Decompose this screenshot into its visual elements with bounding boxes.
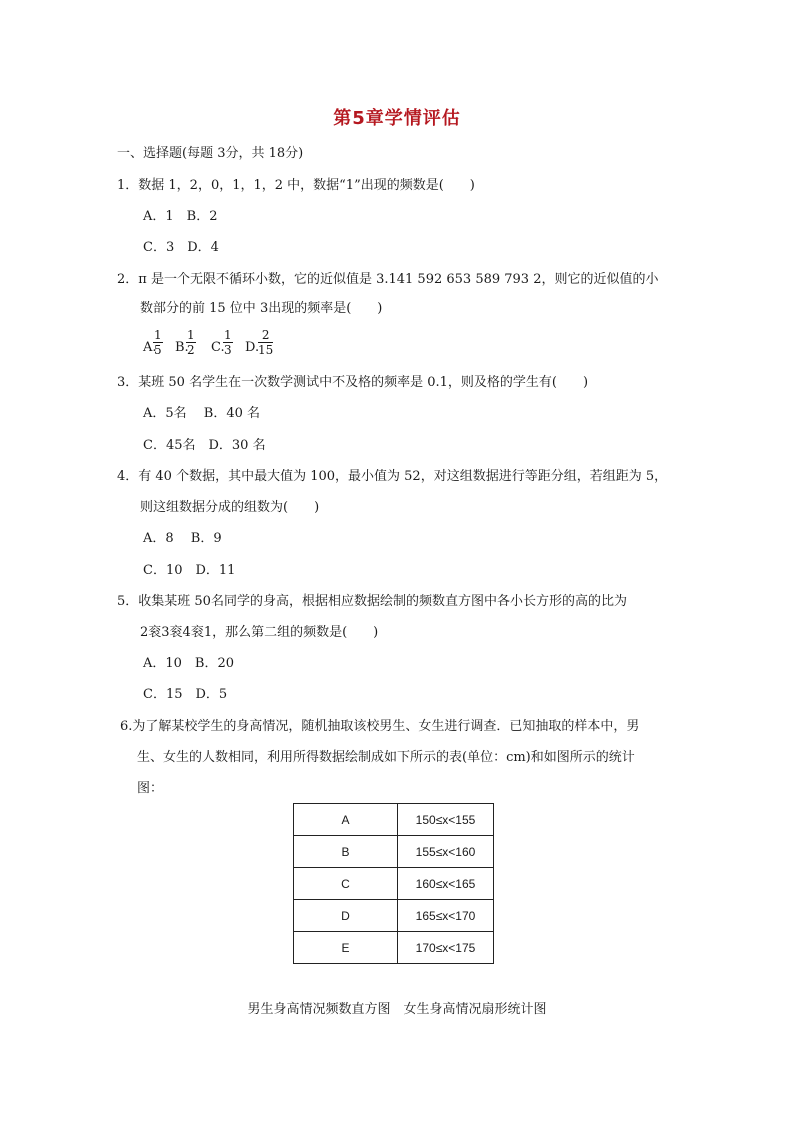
option-c-letter: C. — [211, 340, 225, 355]
option-b-denominator: 2 — [187, 343, 195, 357]
table-row — [294, 900, 494, 932]
group-label: B — [294, 836, 398, 868]
table-row — [294, 836, 494, 868]
height-range: 170≤x<175 — [398, 932, 494, 964]
table-row — [294, 804, 494, 836]
option-d-numerator: 2 — [258, 328, 273, 343]
question-2-stem-line-2: 数部分的前 15 位中 3出现的频率是( ) — [140, 301, 383, 316]
height-range: 160≤x<165 — [398, 868, 494, 900]
height-range: 155≤x<160 — [398, 836, 494, 868]
question-4-options-row-2: C．10 D．11 — [143, 563, 236, 578]
question-5-options-row-1: A．10 B．20 — [143, 656, 235, 671]
question-4-options-row-1: A．8 B．9 — [143, 531, 222, 546]
option-b-letter: B. — [175, 340, 189, 355]
question-5-options-row-2: C．15 D．5 — [143, 687, 228, 702]
question-4-stem-line-2: 则这组数据分成的组数为( ) — [140, 500, 320, 515]
option-d-denominator: 15 — [258, 343, 274, 357]
height-group-table — [293, 803, 494, 964]
option-a-letter: A. — [143, 340, 157, 355]
option-c-fraction — [223, 328, 233, 357]
question-2-stem-line-1: 2．π 是一个无限不循环小数，它的近似值是 3.141 592 653 589 793 2，则它的近似值的小 — [117, 272, 659, 287]
option-a-numerator: 1 — [154, 328, 162, 342]
option-d-letter: D. — [245, 340, 260, 355]
group-label: E — [294, 932, 398, 964]
option-c-numerator: 1 — [224, 328, 232, 342]
option-a-fraction — [153, 328, 163, 357]
height-range: 165≤x<170 — [398, 900, 494, 932]
option-d-fraction — [258, 328, 273, 357]
question-4-stem-line-1: 4．有 40 个数据，其中最大值为 100，最小值为 52，对这组数据进行等距分组，若组距为 5， — [117, 469, 668, 484]
table-row — [294, 932, 494, 964]
option-a-denominator: 5 — [154, 343, 162, 357]
question-3-stem: 3．某班 50 名学生在一次数学测试中不及格的频率是 0.1，则及格的学生有( ) — [117, 375, 589, 390]
table-row — [294, 868, 494, 900]
height-range: 150≤x<155 — [398, 804, 494, 836]
question-6-stem-line-2: 生、女生的人数相同，利用所得数据绘制成如下所示的表(单位：cm)和如图所示的统计 — [137, 750, 635, 765]
question-3-options-row-2: C．45名 D．30 名 — [143, 438, 266, 453]
option-b-numerator: 1 — [187, 328, 195, 342]
option-c-denominator: 3 — [224, 343, 232, 357]
question-6-stem-line-3: 图： — [137, 781, 164, 796]
figure-captions: 男生身高情况频数直方图 女生身高情况扇形统计图 — [247, 1002, 547, 1017]
question-1-options-row-2: C．3 D．4 — [143, 240, 219, 255]
option-b-fraction — [186, 328, 196, 357]
question-3-options-row-1: A．5名 B．40 名 — [143, 406, 261, 421]
question-1-stem: 1．数据 1，2，0，1，1，2 中，数据“1”出现的频数是( ) — [117, 178, 475, 193]
group-label: A — [294, 804, 398, 836]
group-label: C — [294, 868, 398, 900]
section-heading: 一、选择题(每题 3分，共 18分) — [117, 146, 304, 161]
question-5-stem-line-2: 2衮3衮4衮1，那么第二组的频数是( ) — [140, 625, 379, 640]
question-6-stem-line-1: 6.为了解某校学生的身高情况，随机抽取该校男生、女生进行调查．已知抽取的样本中，男 — [120, 719, 640, 734]
question-5-stem-line-1: 5．收集某班 50名同学的身高，根据相应数据绘制的频数直方图中各小长方形的高的比为 — [117, 594, 627, 609]
question-1-options-row-1: A．1 B．2 — [143, 209, 218, 224]
page-title: 第5章学情评估 — [333, 108, 461, 129]
group-label: D — [294, 900, 398, 932]
